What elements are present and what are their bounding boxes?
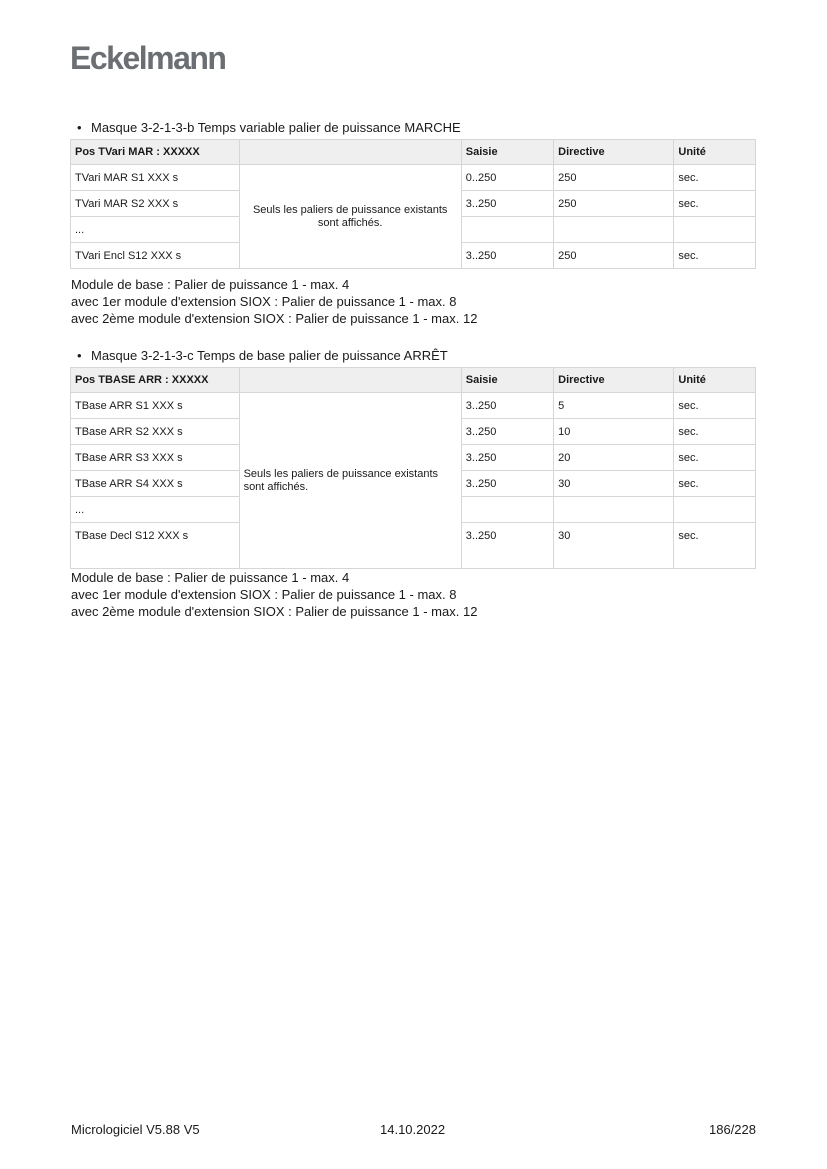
note-line: avec 2ème module d'extension SIOX : Palier de puissance 1 - max. 12 [71, 311, 478, 326]
row-saisie [461, 497, 553, 523]
row-unite: sec. [674, 165, 756, 191]
row-directive: 30 [554, 523, 674, 569]
table-tvari-marche [70, 139, 756, 269]
row-name: TVari MAR S1 XXX s [71, 165, 240, 191]
row-saisie [461, 217, 553, 243]
row-name: TBase ARR S1 XXX s [71, 393, 240, 419]
row-directive: 20 [554, 445, 674, 471]
col-header-empty [239, 368, 461, 393]
row-unite: sec. [674, 471, 756, 497]
bullet-icon: • [77, 120, 82, 135]
row-saisie: 3..250 [461, 445, 553, 471]
merged-note: Seuls les paliers de puissance existants sont affichés. [239, 393, 461, 569]
row-unite: sec. [674, 523, 756, 569]
col-header-saisie: Saisie [461, 140, 553, 165]
eckelmann-logo: Eckelmann [70, 40, 226, 76]
col-header-empty [239, 140, 461, 165]
row-directive: 10 [554, 419, 674, 445]
col-header-pos: Pos TBASE ARR : XXXXX [71, 368, 240, 393]
merged-note: Seuls les paliers de puissance existants sont affichés. [239, 165, 461, 269]
col-header-unite: Unité [674, 140, 756, 165]
row-saisie: 3..250 [461, 523, 553, 569]
bullet-icon: • [77, 348, 82, 363]
row-unite: sec. [674, 243, 756, 269]
note-line: Module de base : Palier de puissance 1 - max. 4 [71, 277, 350, 292]
row-name: ... [71, 497, 240, 523]
row-directive: 250 [554, 165, 674, 191]
row-unite: sec. [674, 393, 756, 419]
row-unite [674, 497, 756, 523]
section-title-text: Masque 3-2-1-3-b Temps variable palier de puissance MARCHE [91, 120, 461, 135]
col-header-directive: Directive [554, 368, 674, 393]
row-directive: 250 [554, 191, 674, 217]
row-directive: 250 [554, 243, 674, 269]
col-header-saisie: Saisie [461, 368, 553, 393]
row-name: TBase ARR S4 XXX s [71, 471, 240, 497]
row-name: TVari Encl S12 XXX s [71, 243, 240, 269]
row-directive [554, 217, 674, 243]
row-saisie: 3..250 [461, 393, 553, 419]
row-saisie: 0..250 [461, 165, 553, 191]
footer-date: 14.10.2022 [380, 1122, 446, 1137]
note-line: avec 1er module d'extension SIOX : Palier de puissance 1 - max. 8 [71, 587, 457, 602]
note-line: avec 1er module d'extension SIOX : Palier de puissance 1 - max. 8 [71, 294, 457, 309]
row-unite: sec. [674, 419, 756, 445]
row-name: TBase Decl S12 XXX s [71, 523, 240, 569]
table-tbase-arret [70, 367, 756, 569]
col-header-pos: Pos TVari MAR : XXXXX [71, 140, 240, 165]
row-unite [674, 217, 756, 243]
note-line: avec 2ème module d'extension SIOX : Palier de puissance 1 - max. 12 [71, 604, 478, 619]
row-saisie: 3..250 [461, 243, 553, 269]
footer-software-version: Micrologiciel V5.88 V5 [71, 1122, 200, 1137]
row-unite: sec. [674, 191, 756, 217]
notes-marche [71, 276, 477, 327]
row-unite: sec. [674, 445, 756, 471]
table-header-row [71, 368, 756, 393]
table-row [71, 165, 756, 191]
row-name: TBase ARR S3 XXX s [71, 445, 240, 471]
notes-arret [71, 569, 477, 620]
footer-page-number: 186/228 [709, 1122, 756, 1137]
table-header-row [71, 140, 756, 165]
row-name: ... [71, 217, 240, 243]
row-directive: 30 [554, 471, 674, 497]
section-title-text: Masque 3-2-1-3-c Temps de base palier de puissance ARRÊT [91, 348, 448, 363]
row-saisie: 3..250 [461, 471, 553, 497]
col-header-unite: Unité [674, 368, 756, 393]
section-title-arret [77, 348, 448, 363]
row-name: TBase ARR S2 XXX s [71, 419, 240, 445]
row-name: TVari MAR S2 XXX s [71, 191, 240, 217]
col-header-directive: Directive [554, 140, 674, 165]
row-saisie: 3..250 [461, 419, 553, 445]
section-title-marche [77, 120, 461, 135]
row-saisie: 3..250 [461, 191, 553, 217]
table-row [71, 393, 756, 419]
note-line: Module de base : Palier de puissance 1 - max. 4 [71, 570, 350, 585]
row-directive [554, 497, 674, 523]
row-directive: 5 [554, 393, 674, 419]
